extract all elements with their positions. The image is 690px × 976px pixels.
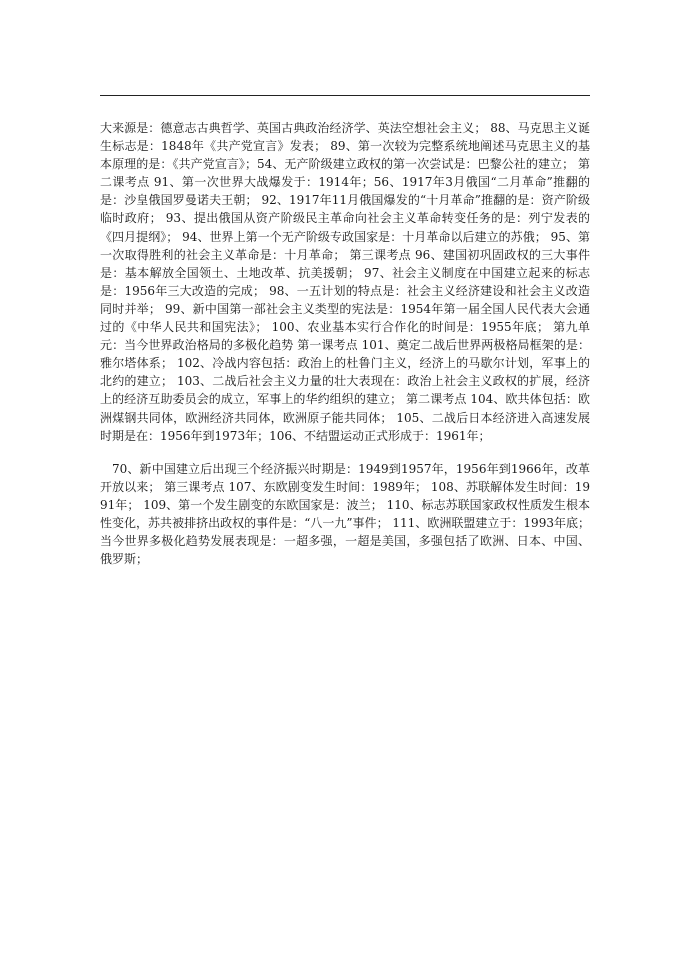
document-body: [100, 119, 590, 568]
body-paragraph-2: 70、新中国建立后出现三个经济振兴时期是：1949到1957年，1956年到1966年，改革开放以来； 第三课考点 107、东欧剧变发生时间：1989年； 108、苏联解体发生时间：1991年； 109、第一个发生剧变的东欧国家是：波兰； 110、标志苏联国家政权性质发生根本性变化，苏共被排挤出政权的事件是：“八一九”事件； 111、欧洲联盟建立于：1993年底；当今世界多极化趋势发展表现是：一超多强，一超是美国，多强包括了欧洲、日本、中国、俄罗斯；: [100, 461, 590, 567]
header-rule: [100, 95, 590, 96]
body-paragraph-1: 大来源是：德意志古典哲学、英国古典政治经济学、英法空想社会主义； 88、马克思主义诞生标志是：1848年《共产党宣言》发表； 89、第一次较为完整系统地阐述马克思主义的基本原理的是：《共产党宣言》；54、无产阶级建立政权的第一次尝试是：巴黎公社的建立； 第二课考点 91、第一次世界大战爆发于：1914年；56、1917年3月俄国“二月革命”推翻的是：沙皇俄国罗曼诺夫王朝； 92、1917年11月俄国爆发的“十月革命”推翻的是：资产阶级临时政府； 93、提出俄国从资产阶级民主革命向社会主义革命转变任务的是：列宁发表的《四月提纲》； 94、世界上第一个无产阶级专政国家是：十月革命以后建立的苏俄； 95、第一次取得胜利的社会主义革命是：十月革命； 第三课考点 96、建国初巩固政权的三大事件是：基本解放全国领土、土地改革、抗美援朝； 97、社会主义制度在中国建立起来的标志是：1956年三大改造的完成； 98、一五计划的特点是：社会主义经济建设和社会主义改造同时并举； 99、新中国第一部社会主义类型的宪法是：1954年第一届全国人民代表大会通过的《中华人民共和国宪法》； 100、农业基本实行合作化的时间是：1955年底； 第九单元：当今世界政治格局的多极化趋势 第一课考点 101、奠定二战后世界两极格局框架的是：雅尔塔体系； 102、冷战内容包括：政治上的杜鲁门主义，经济上的马歇尔计划，军事上的北约的建立； 103、二战后社会主义力量的壮大表现在：政治上社会主义政权的扩展，经济上的经济互助委员会的成立，军事上的华约组织的建立； 第二课考点 104、欧共体包括：欧洲煤钢共同体，欧洲经济共同体，欧洲原子能共同体； 105、二战后日本经济进入高速发展时期是在：1956年到1973年；106、不结盟运动正式形成于：1961年；: [100, 121, 590, 443]
